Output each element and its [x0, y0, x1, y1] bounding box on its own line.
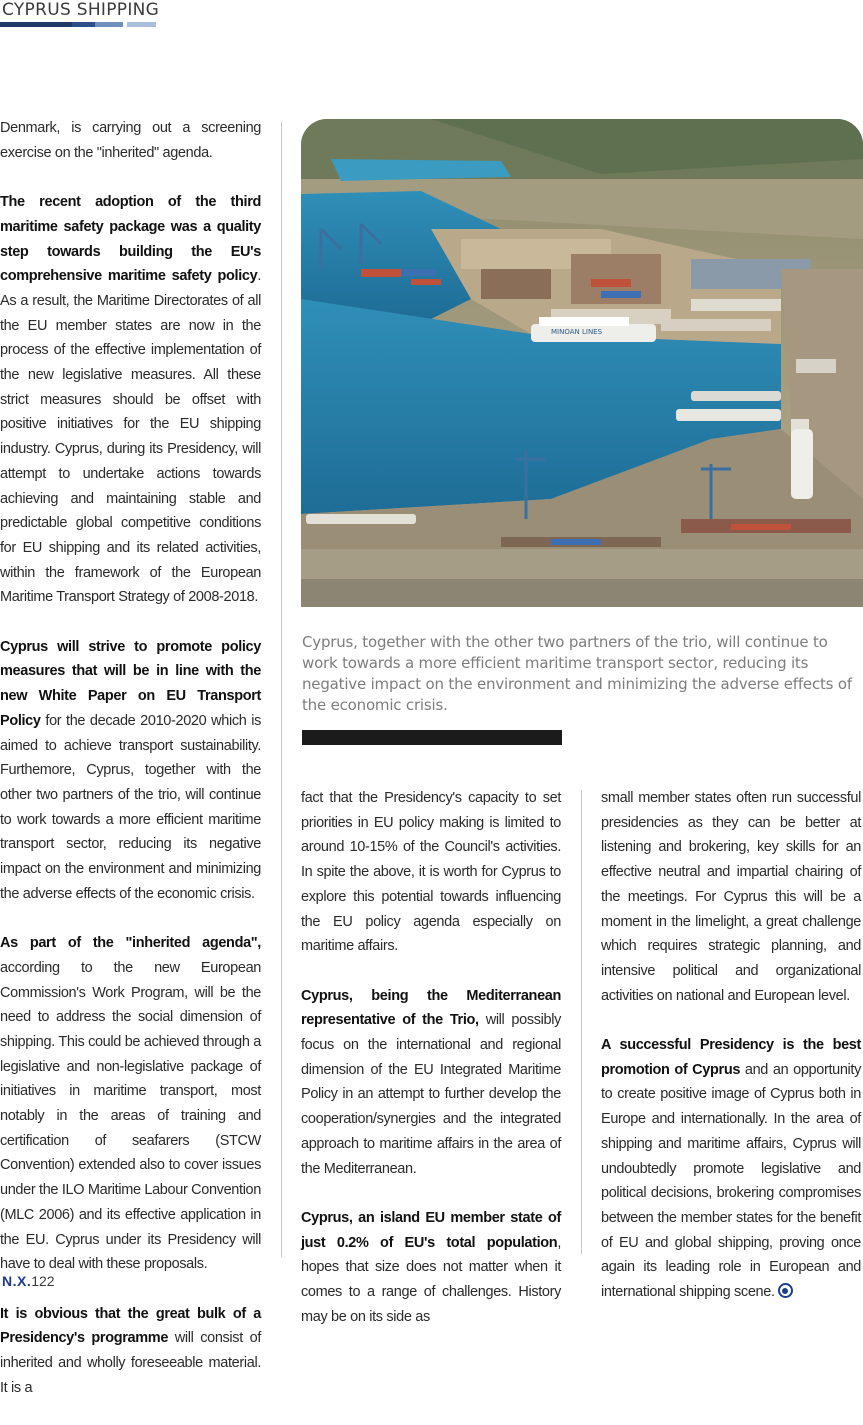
lead-in: A successful Presidency is the best promotion of Cyprus [601, 1037, 861, 1078]
ship-name-label: MINOAN LINES [551, 328, 603, 336]
port-aerial-photo [301, 119, 863, 607]
column-divider [581, 790, 582, 1254]
column-divider [281, 122, 282, 1257]
header-color-bar [72, 22, 95, 27]
running-header: CYPRUS SHIPPING [2, 0, 160, 20]
lead-in: It is obvious that the great bulk of a Presidency's programme [0, 1305, 261, 1347]
paragraph: fact that the Presidency's capacity to set priorities in EU policy making is limited to around 10-15% of the Council's activities. In spite the above, it is worth for Cyprus to explore this potential towards influencing the EU policy agenda especially on maritime affairs. [301, 790, 561, 955]
decorative-bar [302, 730, 562, 745]
photo-caption: Cyprus, together with the other two partners of the trio, will continue to work towards a more efficient maritime transport sector, reducing its negative impact on the environment and minimizing the adverse effects of the economic crisis. [302, 633, 852, 714]
lead-in: The recent adoption of the third maritime safety package was a quality step towards building the EU's comprehensive maritime safety policy [0, 194, 261, 285]
header-color-bar [95, 22, 123, 27]
middle-column [301, 786, 561, 1354]
paragraph: A successful Presidency is the best promotion of Cyprus and an opportunity to create positive image of Cyprus both in Europe and internationally. In the area of shipping and maritime affairs, Cyprus will undoubtedly promote legislative and political decisions, brokering compromises between the member states for the benefit of EU and global shipping, proving once again its leading role in European and international shipping scene. [601, 1037, 862, 1301]
magazine-logo: N.X. [2, 1273, 32, 1289]
paragraph: It is obvious that the great bulk of a Presidency's programme will consist of inherited and wholly foreseeable material. It is a [0, 1305, 261, 1396]
paragraph: Cyprus will strive to promote policy measures that will be in line with the new White Paper on EU Transport Policy for the decade 2010-2020 which is aimed to achieve transport sustainability. Furthemore, Cyprus, together with the other two partners of the trio, will continue to work towards a more efficient maritime transport sector, reducing its negative impact on the environment and minimizing the adverse effects of the economic crisis. [0, 638, 261, 902]
lead-in: Cyprus will strive to promote policy measures that will be in line with the new White Paper on EU Transport Policy [0, 638, 261, 729]
paragraph: small member states often run successful presidencies as they can be better at listening and brokering, key skills for an effective neutral and impartial chairing of the meetings. For Cyprus this will be a moment in the limelight, a great challenge which requires strategic planning, and intensive political and organizational activities on national and European level. [601, 790, 861, 1004]
lead-in: Cyprus, being the Mediterranean representative of the Trio, [301, 987, 561, 1029]
left-column [0, 116, 261, 1425]
paragraph: As part of the "inherited agenda", according to the new European Commission's Work Program, will be the need to address the social dimension of shipping. This could be achieved through a legislative and non-legislative package of initiatives in maritime transport, most notably in the areas of training and certification of seafarers (STCW Convention) extended also to cover issues under the ILO Maritime Labour Convention (MLC 2006) and its effective application in the EU. Cyprus under its Presidency will have to deal with these proposals. [0, 935, 261, 1273]
paragraph: Cyprus, being the Mediterranean representative of the Trio, will possibly focus on the international and regional dimension of the EU Integrated Maritime Policy in an attempt to further develop the cooperation/synergies and the integrated approach to maritime affairs in the area of the Mediterranean. [301, 987, 561, 1177]
lead-in: Cyprus, an island EU member state of just 0.2% of EU's total population [301, 1209, 561, 1251]
lead-in: As part of the "inherited agenda", [0, 935, 261, 952]
right-column [601, 786, 861, 1329]
header-color-bar [127, 22, 156, 27]
paragraph: The recent adoption of the third maritime safety package was a quality step towards building the EU's comprehensive maritime safety policy. As a result, the Maritime Directorates of all the EU member states are now in the process of the effective implementation of the new legislative measures. All these strict measures should be offset with positive initiatives for the EU shipping industry. Cyprus, during its Presidency, will attempt to undertake actions towards achieving and maintaining stable and predictable global competitive conditions for EU shipping and its related activities, within the framework of the European Maritime Transport Strategy of 2008-2018. [0, 194, 261, 606]
header-color-bar [0, 22, 72, 27]
paragraph: Denmark, is carrying out a screening exercise on the "inherited" agenda. [0, 120, 261, 161]
page-folio [2, 1273, 55, 1289]
page-number: 122 [31, 1273, 55, 1289]
paragraph: Cyprus, an island EU member state of just 0.2% of EU's total population, hopes that size does not matter when it comes to a range of challenges. History may be on its side as [301, 1209, 561, 1325]
